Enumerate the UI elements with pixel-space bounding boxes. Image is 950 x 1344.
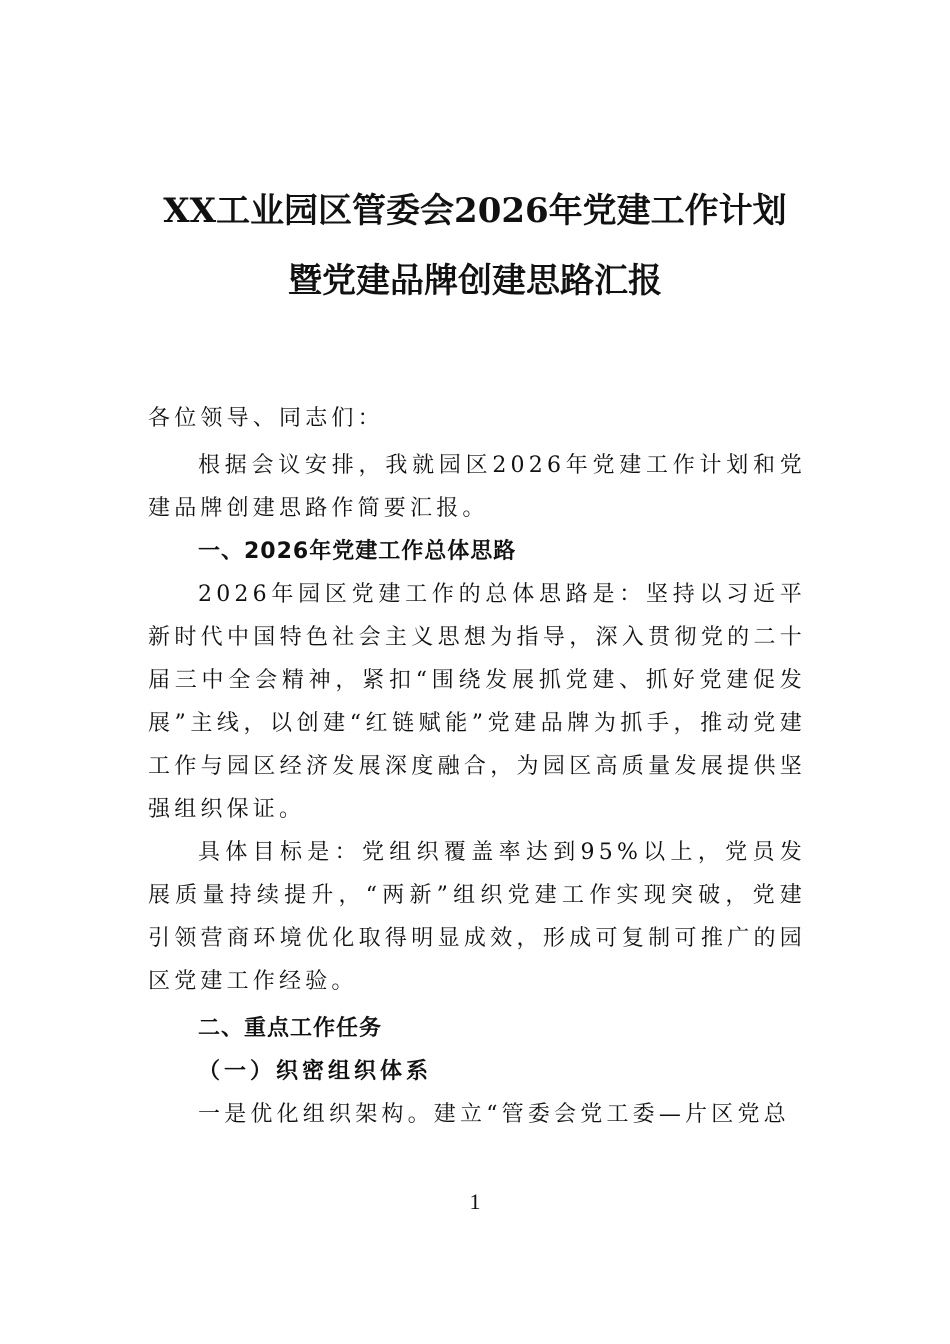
section-1-heading: 一、2026年党建工作总体思路 bbox=[198, 539, 517, 564]
document-body bbox=[148, 397, 806, 1136]
section-1-paragraph-1: 2026年园区党建工作的总体思路是：坚持以习近平新时代中国特色社会主义思想为指导，深入贯彻党的二十届三中全会精神，紧扣“围绕发展抓党建、抓好党建促发展”主线，以创建“红链赋能”党建品牌为抓手，推动党建工作与园区经济发展深度融合，为园区高质量发展提供坚强组织保证。 bbox=[148, 582, 806, 822]
page-number: 1 bbox=[469, 1189, 481, 1214]
subsection-1-heading: （一）织密组织体系 bbox=[198, 1058, 433, 1084]
intro-paragraph: 根据会议安排，我就园区2026年党建工作计划和党建品牌创建思路作简要汇报。 bbox=[148, 453, 806, 521]
section-1-paragraph-2: 具体目标是：党组织覆盖率达到95%以上，党员发展质量持续提升，“两新”组织党建工作实现突破，党建引领营商环境优化取得明显成效，形成可复制可推广的园区党建工作经验。 bbox=[148, 840, 806, 994]
salutation: 各位领导、同志们： bbox=[148, 406, 384, 431]
title-line-2: 暨党建品牌创建思路汇报 bbox=[288, 261, 662, 301]
section-2-heading: 二、重点工作任务 bbox=[198, 1016, 383, 1041]
title-line-1: XX工业园区管委会2026年党建工作计划 bbox=[163, 191, 787, 231]
subsection-1-paragraph-1: 一是优化组织架构。建立“管委会党工委—片区党总 bbox=[198, 1102, 790, 1127]
document-title bbox=[0, 190, 950, 302]
